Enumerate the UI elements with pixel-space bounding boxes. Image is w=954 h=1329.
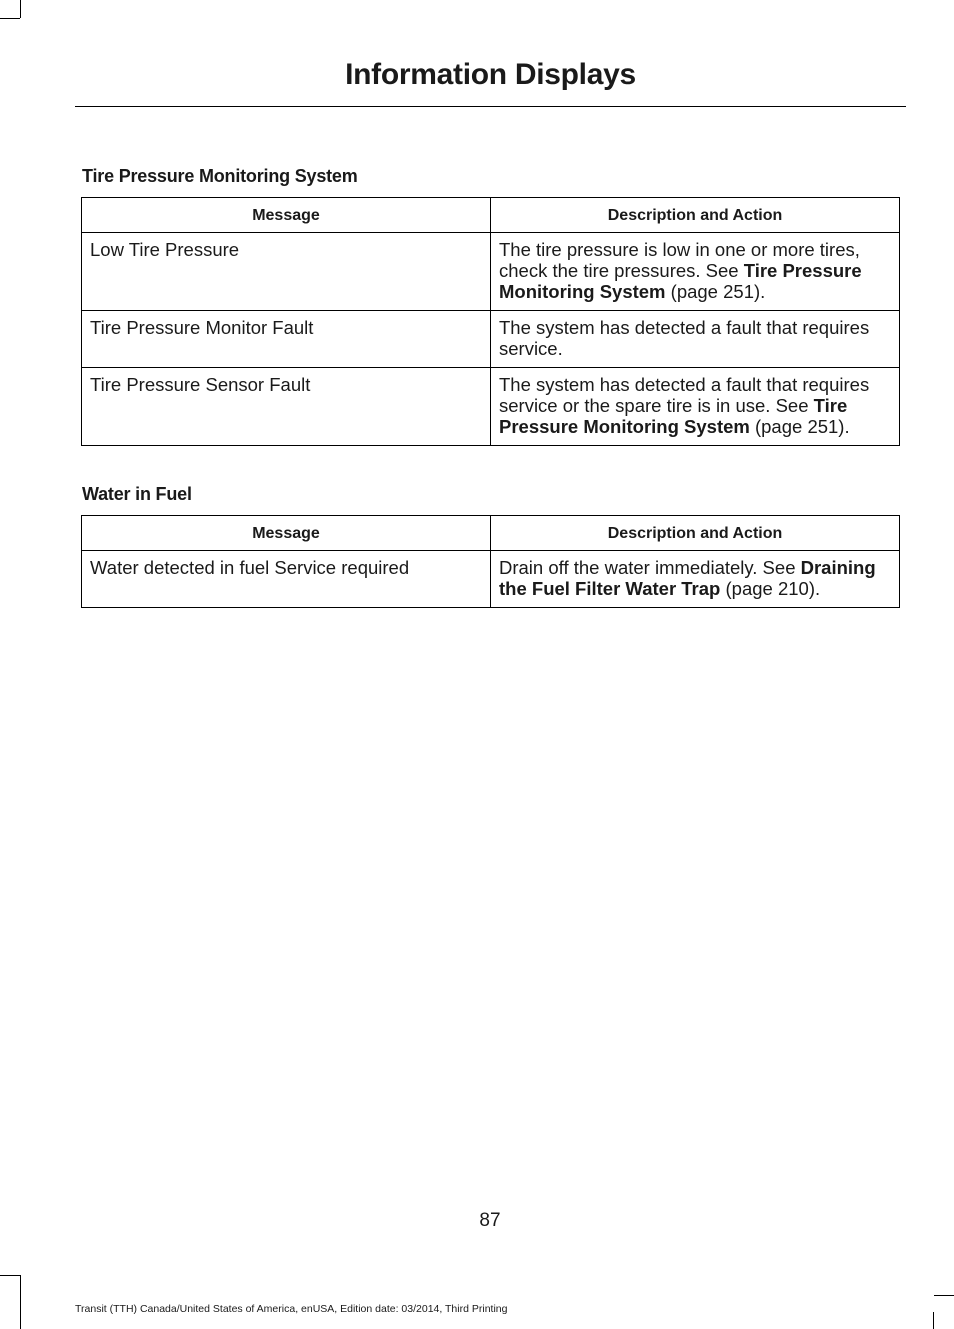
cross-reference-link[interactable]: Tire Pressure Monitoring System: [499, 395, 848, 437]
edition-footer: Transit (TTH) Canada/United States of America, enUSA, Edition date: 03/2014, Third Printing: [75, 1303, 508, 1315]
description-cell: [491, 311, 900, 368]
tpms-table: [81, 197, 900, 446]
crop-mark: [20, 1312, 21, 1329]
column-header-message: Message: [82, 198, 491, 233]
section-heading-water-in-fuel: Water in Fuel: [82, 484, 192, 504]
description-cell: [491, 233, 900, 311]
table-row: [82, 311, 900, 368]
column-header-description: Description and Action: [491, 198, 900, 233]
section-heading-tpms: Tire Pressure Monitoring System: [82, 166, 358, 186]
message-cell: Tire Pressure Monitor Fault: [82, 311, 491, 368]
page-reference: (page 210).: [720, 578, 821, 599]
crop-mark: [0, 1275, 20, 1276]
description-text: The system has detected a fault that requires service or the spare tire is in use. See: [499, 374, 870, 416]
message-cell: Low Tire Pressure: [82, 233, 491, 311]
message-cell: Tire Pressure Sensor Fault: [82, 368, 491, 446]
description-text: Drain off the water immediately. See: [499, 557, 801, 578]
page-reference: (page 251).: [665, 281, 766, 302]
page-reference: (page 251).: [749, 416, 850, 437]
crop-mark: [934, 1295, 954, 1296]
table-header-row: [82, 516, 900, 551]
page-number: 87: [479, 1210, 501, 1231]
table-header-row: [82, 198, 900, 233]
crop-mark: [933, 1312, 934, 1329]
water-in-fuel-table: [81, 515, 900, 608]
cross-reference-link[interactable]: Draining the Fuel Filter Water Trap: [499, 557, 876, 599]
description-text: The tire pressure is low in one or more tires, check the tire pressures. See: [499, 239, 860, 281]
table-row: [82, 551, 900, 608]
message-cell: Water detected in fuel Service required: [82, 551, 491, 608]
description-text: The system has detected a fault that requires service.: [499, 317, 870, 359]
crop-mark: [0, 18, 20, 19]
table-row: [82, 368, 900, 446]
column-header-description: Description and Action: [491, 516, 900, 551]
table-row: [82, 233, 900, 311]
description-cell: [491, 551, 900, 608]
title-divider: [75, 106, 906, 107]
page-title: Information Displays: [345, 58, 636, 91]
column-header-message: Message: [82, 516, 491, 551]
description-cell: [491, 368, 900, 446]
crop-mark: [20, 0, 21, 18]
cross-reference-link[interactable]: Tire Pressure Monitoring System: [499, 260, 862, 302]
